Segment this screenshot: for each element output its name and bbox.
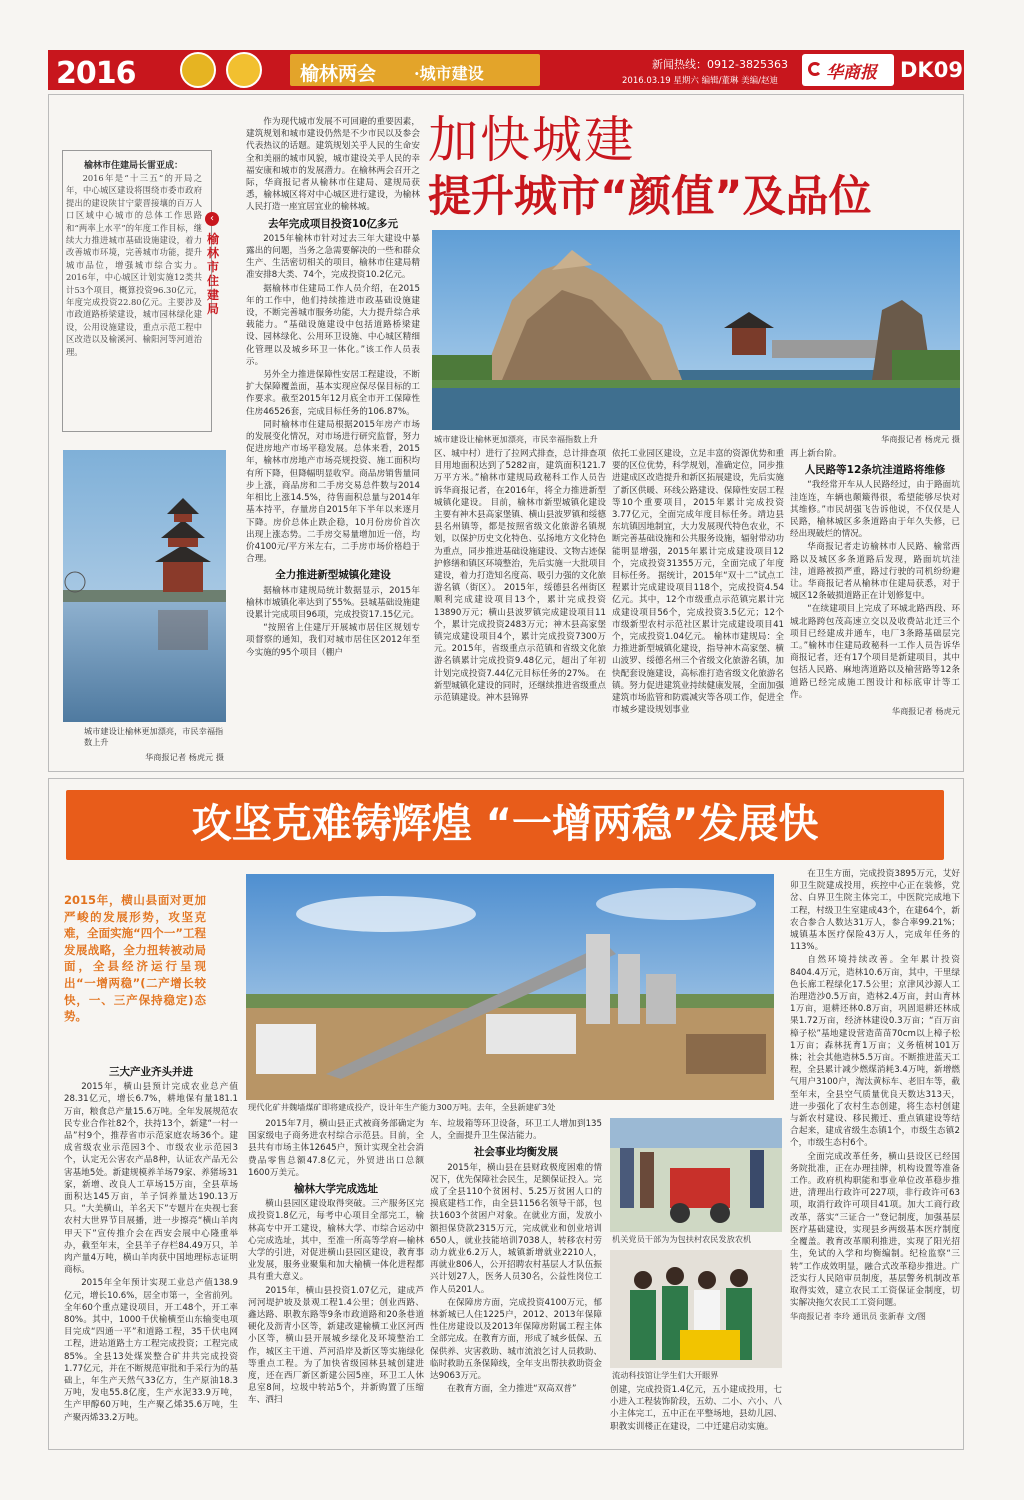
paragraph: 2015年全年预计实现工业总产值138.9亿元，增长10.6%，居全市第一，全省前列。全年60个重点建设项目，开工48个，开工率80%。其中，1000千伏榆横至山东输变电项目完成“四通一平”和道路工程，35千伏电网工程，进站道路土方工程完成投资；工程完成85%。全县13处煤炭整合矿井共完成投资1.77亿元，并在不断规范审批和手采行为的基础上，年生产天然气33亿方，生产原油18.3万吨，发电55.8亿度，生产水泥33.9万吨，生产甲醇60万吨，生产聚乙烯35.6万吨，生产聚丙烯33.2万吨。 [64, 1278, 238, 1423]
subheading-industries: 三大产业齐头并进 [109, 1066, 193, 1078]
paragraph: “按照省上住建厅开展城市居住区规划专项督察的通知，我们对城市居住区2012年至今实施的95个项目（棚户 [246, 623, 420, 658]
bottom-col2 [248, 1118, 424, 1446]
main-photo-credit: 华商报记者 杨虎元 摄 [881, 434, 960, 444]
mine-photo-caption: 现代化矿井魏墙煤矿即将建成投产，设计年生产能力300万吨。去年，全县新建矿3处 [248, 1102, 556, 1112]
sidebar-label: 榆林市住建局 [207, 232, 220, 316]
bottom-col3 [430, 1118, 602, 1446]
paragraph: 车、垃圾箱等环卫设备，环卫工人增加到135人，全面提升卫生保洁能力。 [430, 1119, 602, 1142]
photo-science-museum [610, 1250, 782, 1368]
mine-photo [246, 874, 774, 1100]
paragraph: 2015年7月，横山县正式被商务部确定为国家级电子商务进农村综合示范县。目前，全县共有市场主体12645户，预计实现全社会消费品零售总额47.8亿元，外贸进出口总额1600万美元。 [248, 1119, 424, 1178]
subheading-road-repair: 人民路等12条坑洼道路将维修 [804, 464, 946, 477]
paragraph: 再上新台阶。 [790, 449, 842, 459]
museum-photo-caption: 流动科技馆让学生们大开眼界 [612, 1370, 719, 1380]
logo-swirl-icon [808, 62, 822, 76]
header-year: 2016 [56, 56, 136, 91]
paragraph: 全面完成改革任务，横山县设区已经国务院批准，正在办理挂牌，机构设置等准备工作。政府机构职能和事业单位改革稳步推进，清理出行政许可227项，非行政许可63项，取消行政许可项目41项。加大工商行政改革，落实“三证合一”登记制度，加强基层医疗基础建设，实现县乡两级基本医疗制度全覆盖。教育改革顺利推进，实现了阳光招生，免试的入学和均衡编制。纪检监察“三转”工作成效明显，融合式改革稳步推进。广泛实行人民陪审员制度，基层警务机制改革取得实效，建立农民工工资保证金制度，切实解决拖欠农民工工资问题。 [790, 1151, 960, 1309]
header-section: 榆林两会 [300, 63, 377, 85]
header-subsection: ·城市建设 [414, 64, 484, 83]
cppcc-emblem-icon [226, 52, 262, 88]
left-photo-pavilion [63, 450, 226, 722]
paragraph: 同时榆林市住建局根据2015年房产市场的发展变化情况，对市场进行研究监督，努力促进房地产市场平稳发展。总体来看，2015年，榆林市房地产市场亮规投资、施工面积均有所下降，但降幅明显收窄。商品房销售量同步上涨，商品房和二手房交易总件数与2014年相比上涨14.5%，待售面积总量与2014年基本持平，存量房自2015年下半年以来逐月下降。房价总体止跌企稳，10月份房价首次出现上涨态势。二手房交易量增加近一倍，均价4100元/平方米左右，二手房市场价格趋于合理。 [246, 419, 420, 565]
top-article-col1 [246, 116, 420, 766]
page-code: DK09 [900, 58, 963, 82]
main-photo-rockery [432, 230, 960, 430]
top-article-col2: 区、城中村）进行了拉网式排查，总计排查项目用地面积达到了5282亩，建筑面积121.7万平方米。”榆林市建规局政秘科工作人员告诉华商报记者，在2016年，将全力推进新型城镇化建设。 目前，榆林市新型城镇化建设主要有神木县高家堡镇、横山县波罗镇和绥德县名州镇等，都是按照省级文化旅游名镇规划，以保护历史文化特色、弘扬地方文化特色为重点，同步推进基础设施建设、文物古迹保护修缮和镇区环境整治，先后实施一大批项目建设，着力打造知名度高、吸引力强的文化旅游名镇（街区）。 2015年，绥德县名州街区顺利完成建设项目13个，累计完成投资13890万元；横山县波罗镇完成建设项目11个，累计完成投资2483万元；神木县高家堡镇完成建设项目4个，累计完成投资7300万元。2015年，省级重点示范镇和省级文化旅游名镇累计完成投资9.48亿元，超出了年初计划完成投资7.44亿元目标任务的27%。 在新型城镇化建设的同时，还继续推进省级重点示范镇建设。神木县锦界 [434, 449, 606, 704]
subheading-urbanization: 全力推进新型城镇化建设 [275, 569, 391, 582]
emblem-icon [180, 52, 216, 88]
paragraph: 在保障房方面，完成投资4100万元，郁林新城已人住1225户，2012、2013年保障性住房建设以及2013年保障房附属工程主体全部完成。在教育方面，形成了城乡低保、五保供养、灾害救助、城市流浪乞讨人员救助、临时救助五条保障线，全年支出帮扶救助资金达9063万元。 [430, 1297, 602, 1382]
bottom-col4 [790, 868, 960, 1446]
byline: 华商报记者 杨虎元 [891, 706, 960, 717]
headline-line1: 加快城建 [428, 111, 636, 169]
paragraph: 2015年，横山县预计完成农业总产值28.31亿元，增长6.7%，耕地保有量181.1万亩，粮食总产量15.6万吨。全年发展规范农民专业合作社82个，扶持13个，新建“一村一品”村9个，推荐省市示范家庭农场36个。建成省级农业示范园3个、市级农业示范园3个，认定无公害农产品8种，认证农产品无公害基地5处。新建规模养羊场79家、养猪场31家，新增、改良人工草场15万亩，全县草场面积达145万亩，羊子饲养量达190.13万只。“大美横山，羊名天下”专题片在央视七套农村大世界节目展播，进一步擦亮“横山羊肉甲天下”宣传推介会在西安会展中心隆重举办，截至年末，全县羊子存栏84.49万只，羊肉产量4万吨，横山羊肉获中国地理标志证明商标。 [64, 1082, 238, 1276]
top-article-col4 [790, 448, 960, 766]
left-photo-credit: 华商报记者 杨虎元 摄 [145, 752, 224, 762]
paragraph: 据榆林市住建局工作人员介绍，在2015年的工作中，他们持续推进市政基础设施建设，不断完善城市服务功能，大力提升综合承载能力。“基础设施建设中包括道路桥梁建设、园林绿化、公用环卫设施、中心城区精细化管理以及城乡环卫一体化。”该工作人员表示。 [246, 283, 420, 367]
byline: 华商报记者 李玲 通讯员 张新春 文/图 [790, 1311, 926, 1322]
subheading-social: 社会事业均衡发展 [474, 1146, 558, 1159]
paragraph: 据榆林市建规局统计数据显示，2015年榆林市城镇化率达到了55%。县城基础设施建设累计完成项目96项，完成投资17.15亿元。 [246, 585, 420, 620]
paragraph: 自然环境持续改善。全年累计投资8404.4万元，造林10.6万亩，其中，干里绿色长廊工程绿化17.5公里；京津风沙源人工治理造沙0.5万亩，造林2.4万亩，封山育林1万亩，退耕还林0.8万亩，巩固退耕还林成果1.72万亩，经济林建设0.3万亩；“百万亩樟子松”基地建设营造苗苗70cm以上樟子松1万亩；森林抚育1万亩；义务植树101万株；社会其他造林5.5万亩。不断推进蓝天工程，全县累计减少燃煤消耗3.4万吨，新增燃气用户3100户，淘汰黄标车、老旧车等，截至年末，全县空气质量优良天数达313天，进一步强化了农村生态创建，将生态村创建与新农村建设、移民搬迁、重点镇建设等结合起来，建成省级生态镇1个，市级生态镇2个，市级生态村6个。 [790, 955, 960, 1149]
paragraph: 2015年，横山县在县财政极度困难的情况下，优先保障社会民生，足额保证投入。完成了全县110个贫困村、5.25万贫困人口的摸底建档工作，由全县1156名领导干部，包扶1603个贫困户对象。在就业方面，发放小额担保贷款2315万元，完成就业和创业培训650人，就业技能培训7038人，转移农村劳动力就业6.2万人，城镇新增就业2210人，再就业806人，公开招聘农村基层人才队伍振兴计划27人，医务人员30名，公益性岗位工作人员201人。 [430, 1162, 602, 1295]
headline-line2: 提升城市“颜值”及品位 [428, 172, 872, 222]
paragraph: “在续建项目上完成了环城北路西段、环城北路跨包茂高速立交以及收费站北迁三个项目已经建成并通车，电厂3条路基础层完工。”榆林市住建局政秘科一工作人员告诉华商报记者，还有17个项目是新建项目，其中包括人民路、麻地湾道路以及榆营路等12条道路已经完成施工图设计和标底审计等工作。 [790, 604, 960, 700]
paragraph: 在教育方面，全力推进“双高双普” [447, 1384, 577, 1395]
sidebar-lead: 榆林市住建局长雷亚成： [84, 161, 184, 171]
sidebar-text: 2016年是“十三五”的开局之年，中心城区建设将围绕市委市政府提出的建设陕甘宁蒙晋接壤的百万人口区域中心城市的总体工作思路和“两率上水平”的年度工作目标，继续大力推进城市基础设施建设，着力改善城市环境，完善城市功能，提升城市品位，增强城市综合实力。 2016年，中心城区计划实施12类共计53个项目，概算投资96.30亿元，年度完成投资22.80亿元。主要涉及市政道路桥梁建设，城市园林绿化建设，公用设施建设，重点示范工程中区改造以及榆溪河、榆阳河等河道治理。 [66, 173, 202, 357]
bottom-col3b: 创建，完成投资1.4亿元，五小建成投用，七小进入工程装饰阶段，五幼、二小、六小、八小主体完工，五中正在平整场地，县幼儿园、职教实训楼正在建设，二中迁建启动实施。 [610, 1385, 782, 1432]
paragraph: “我经常开车从人民路经过，由于路面坑洼连连，车辆也颠簸得很，希望能够尽快对其维修。”市民胡强飞告诉他说，不仅仅是人民路，榆林城区多条道路由于年久失修，已经出现破烂的情况。 [790, 480, 960, 540]
paragraph: 在卫生方面，完成投资3895万元，艾好卯卫生院建成投用，疾控中心正在装修，党岔、白界卫生院主体完工，中医院完成地下工程，村级卫生室建成43个，在建64个，新农合参合人数达31万人，参合率99.21%；城镇基本医疗保险43万人，完成年任务的113%。 [790, 869, 960, 953]
paragraph: 华商报记者走访榆林市人民路、榆常西路以及城区多条道路后发现，路面坑坑洼洼，道路被损严重，路过行驶的司机纷纷避让。华商报记者从榆林市住建局获悉，对于城区12条破损道路正在计划修复中。 [790, 542, 960, 602]
bottom-col1 [64, 1062, 238, 1446]
paragraph: 横山县园区建设取得突破。三产服务区完成投资1.8亿元，每考中心项目全部完工，榆林高专中开工建设，榆林大学、市综合运动中心完成选址，其中，至准一所高等学府—榆林大学的引进，对促进横山县园区建设，教育事业发展，服务业聚集和加大榆横一体化进程都具有重大意义。 [248, 1199, 424, 1283]
paragraph: 另外全力推进保障性安居工程建设，不断扩大保障覆盖面，基本实现应保尽保目标的工作要求。截至2015年12月底全市开工保障性住房46526套，完成目标任务的106.87%。 [246, 370, 420, 417]
header-hotline: 新闻热线：0912-3825363 [652, 58, 788, 71]
paragraph: 2015年榆林市针对过去三年大建设中暴露出的问题，当务之急需要解决的一些和群众生产、生活密切相关的项目，榆林市住建局精准安排8大类、74个，完成投资10.2亿元。 [246, 233, 420, 281]
bottom-headline: 攻坚克难铸辉煌 “一增两稳”发展快 [191, 801, 819, 847]
intro-paragraph: 作为现代城市发展不可回避的重要因素，建筑规划和城市建设仍然是不少市民以及参会代表热议的话题。建筑规划关乎人民的生命安全和美丽的城市风貌，城市建设关乎人民的幸福安康和城市的发展潜力。在榆林两会召开之际，华商报记者从榆林市住建局、建规局获悉，榆林城区将对中心城区进行建设，为榆林人民打造一座宜居宜业的榆林城。 [246, 117, 420, 213]
bottom-lead: 2015年，横山县面对更加严峻的发展形势，攻坚克难，全面实施“四个一”工程发展战略，全力扭转被动局面，全县经济运行呈现出“一增两稳”(二产增长较快，一、三产保持稳定)态势。 [64, 893, 206, 1024]
paper-name: 华商报 [826, 63, 877, 83]
paragraph: 2015年，横山县投资1.07亿元，建成芦河河堤护坡及景观工程1.4公里；创业西路、鑫达路、职教东路等9条市政道路和20条巷道硬化及沥青小区等，新建改建榆横工业区河西小区等，横山县开展城乡绿化及环境整治工作，城区主干道、芦河沿岸及新区等实施绿化等重点工程。为了加快省级园林县城创建进度，还在西厂新区新建公园5座，环卫工人休息室8间，垃圾中转站5个，并新购置了压缩车、洒扫 [248, 1285, 424, 1406]
left-photo-caption: 城市建设让榆林更加漂亮，市民幸福指数上升 [84, 726, 224, 747]
top-article-col3: 依托工业园区建设，立足丰富的资源优势和重要的区位优势，科学规划，准确定位，同步推进建成区改造提升和新区拓展建设，先后实施了新区供暖、环线公路建设、保障性安居工程等10个重要项目，2015年累计完成投资3.77亿元，全面完成年度目标任务。靖边县东坑镇因地制宜，大力发展现代特色农业，不断完善基础设施和公共服务设施，辐射带动功能明显增强，2015年累计完成建设项目12个，完成投资31355万元，全面完成了年度目标任务。 据统计，2015年“双十二”试点工程累计完成建设项目118个，完成投资4.54亿元。其中，12个市级重点示范镇完累计完成建设项目56个，完成投资3.5亿元；12个市级新型农村示范社区累计完成建设项目41个，完成投资1.04亿元。 榆林市建规局：全力推进新型城镇化建设，指导神木高家堡、横山波罗、绥德名州三个省级文化旅游名镇，加快配套设施建设，高标准打造省级文化旅游名镇。努力促进建筑业持续健康发展，全面加强建筑市场监管和防震减灾等各项工作，促进全市城乡建设规划事业 [612, 449, 784, 716]
farm-photo-caption: 机关党员干部为为包扶村农民发放农机 [612, 1234, 752, 1244]
subheading-university: 榆林大学完成选址 [294, 1183, 378, 1196]
chevron-left-icon: ‹ [205, 212, 219, 226]
header-date-line: 2016.03.19 星期六 编辑/董琳 美编/赵迪 [622, 76, 779, 86]
main-photo-caption: 城市建设让榆林更加漂亮，市民幸福指数上升 [434, 434, 598, 444]
photo-farm-machinery [610, 1118, 782, 1232]
subheading-investment: 去年完成项目投资10亿多元 [267, 217, 399, 230]
